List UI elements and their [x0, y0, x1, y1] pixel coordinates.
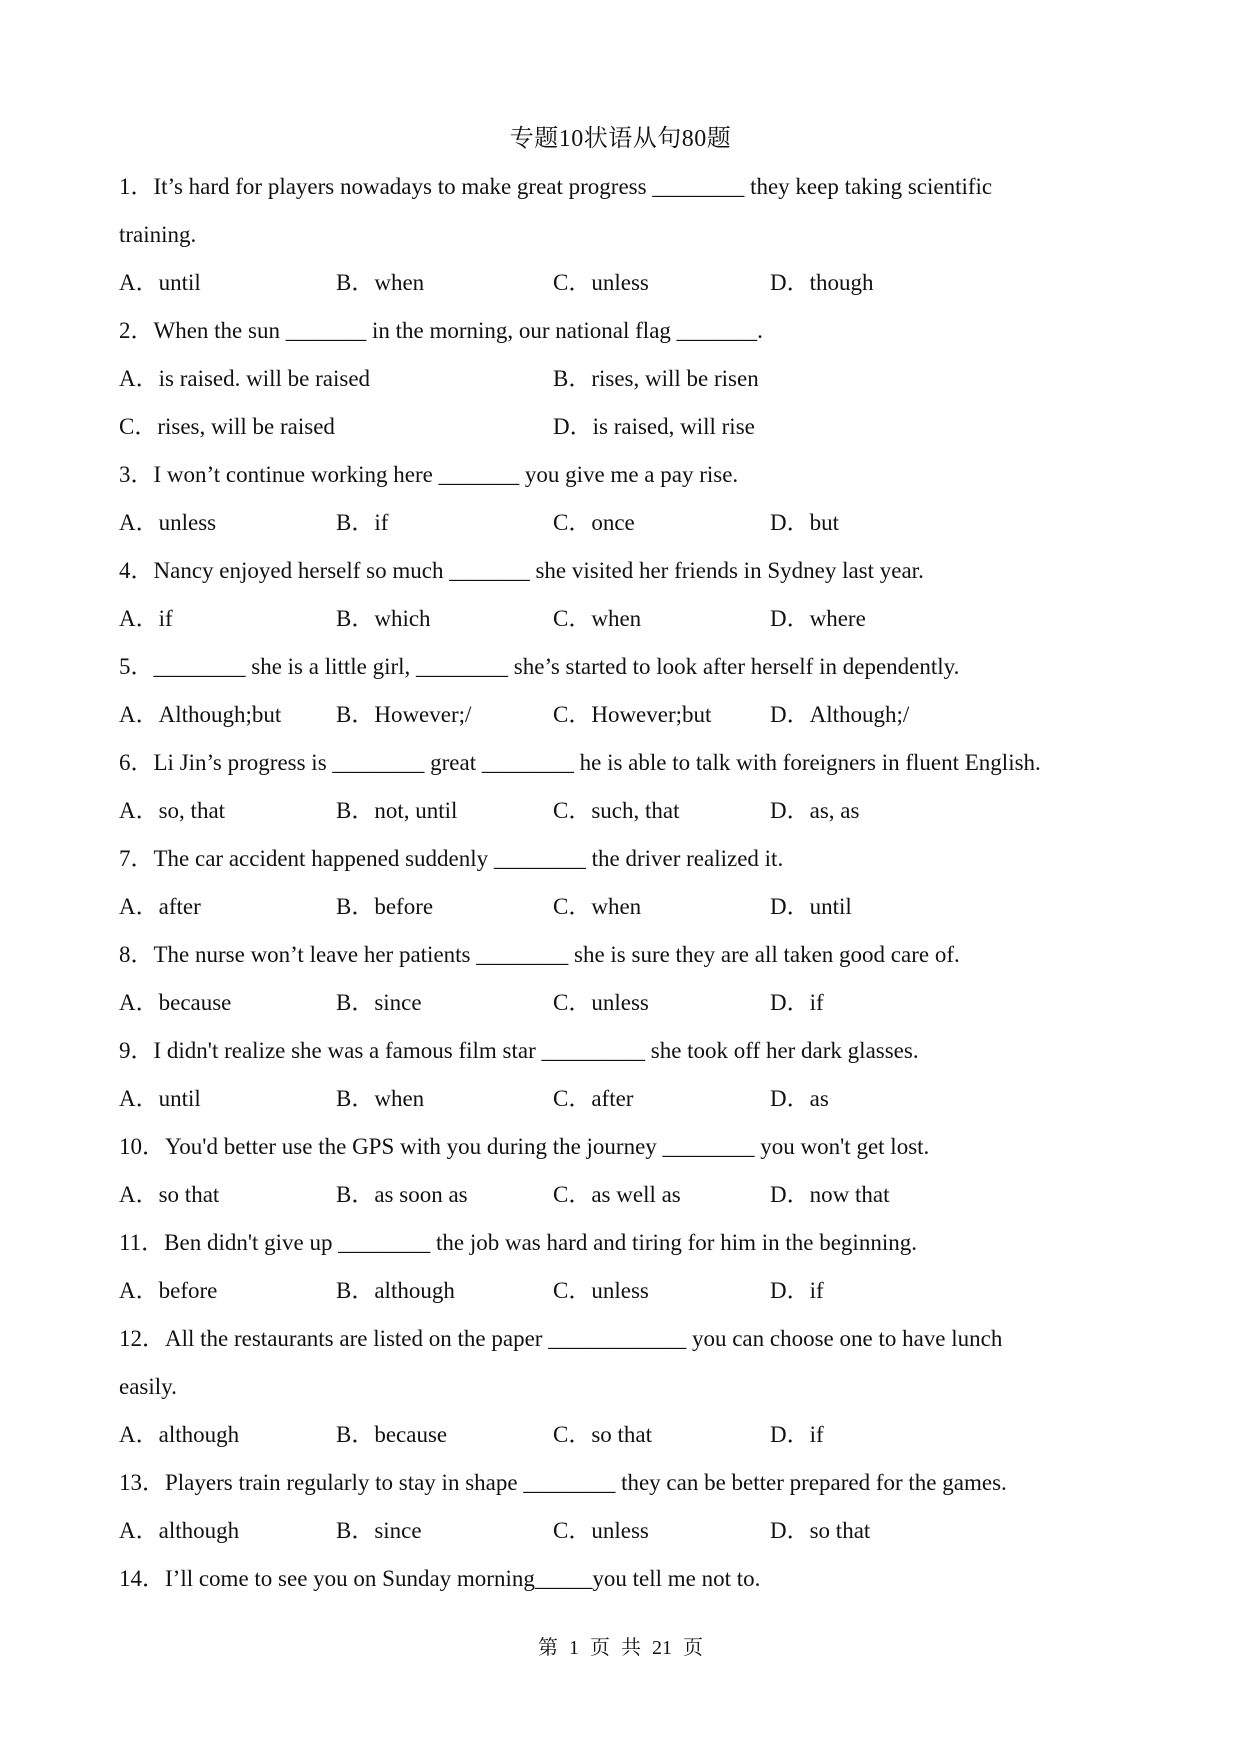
option-d: D．as, as: [770, 798, 860, 823]
question-2: [119, 307, 1129, 451]
question-text: 9．I didn't realize she was a famous film star _________ she took off her dark glasses.: [119, 1038, 919, 1063]
question-13: [119, 1459, 1129, 1555]
question-text: 14．I’ll come to see you on Sunday morning_____you tell me not to.: [119, 1566, 761, 1591]
question-14: [119, 1555, 1129, 1603]
option-c: C．However;but: [553, 702, 712, 727]
option-a: A．although: [119, 1518, 240, 1543]
options-row: [119, 499, 1129, 547]
options-row: [119, 403, 1129, 451]
question-1: [119, 163, 1129, 307]
option-c: C．as well as: [553, 1182, 681, 1207]
option-b: B．when: [336, 270, 425, 295]
option-b: B．since: [336, 990, 422, 1015]
options-row: [119, 1075, 1129, 1123]
option-c: C．after: [553, 1086, 634, 1111]
option-a: A．because: [119, 990, 232, 1015]
option-d: D．where: [770, 606, 866, 631]
question-text: 13．Players train regularly to stay in shape ________ they can be better prepared for the games.: [119, 1470, 1007, 1495]
option-d: D．is raised, will rise: [553, 414, 755, 439]
question-4: [119, 547, 1129, 643]
page-footer: 第 1 页 共 21 页: [538, 1637, 703, 1659]
option-c: C．unless: [553, 1278, 649, 1303]
option-b: B．not, until: [336, 798, 458, 823]
options-row: [119, 355, 1129, 403]
question-9: [119, 1027, 1129, 1123]
option-d: D．as: [770, 1086, 829, 1111]
question-text: 7．The car accident happened suddenly ________ the driver realized it.: [119, 846, 784, 871]
option-a: A．so that: [119, 1182, 220, 1207]
option-c: C．such, that: [553, 798, 680, 823]
options-row: [119, 1171, 1129, 1219]
option-d: D．if: [770, 990, 824, 1015]
option-d: D．but: [770, 510, 839, 535]
option-c: C．rises, will be raised: [119, 414, 335, 439]
option-c: C．unless: [553, 270, 649, 295]
question-text: easily.: [119, 1374, 177, 1399]
option-d: D．if: [770, 1278, 824, 1303]
question-3: [119, 451, 1129, 547]
question-7: [119, 835, 1129, 931]
option-b: B．if: [336, 510, 389, 535]
options-row: [119, 787, 1129, 835]
option-b: B．since: [336, 1518, 422, 1543]
option-b: B．as soon as: [336, 1182, 468, 1207]
option-c: C．once: [553, 510, 635, 535]
options-row: [119, 1411, 1129, 1459]
question-text: 8．The nurse won’t leave her patients ________ she is sure they are all taken good care of.: [119, 942, 960, 967]
option-a: A．although: [119, 1422, 240, 1447]
option-c: C．unless: [553, 1518, 649, 1543]
options-row: [119, 883, 1129, 931]
option-a: A．Although;but: [119, 702, 282, 727]
option-a: A．before: [119, 1278, 218, 1303]
question-12: [119, 1315, 1129, 1459]
question-text: 11．Ben didn't give up ________ the job was hard and tiring for him in the beginning.: [119, 1230, 917, 1255]
option-d: D．Although;/: [770, 702, 910, 727]
options-row: [119, 259, 1129, 307]
option-a: A．is raised. will be raised: [119, 366, 371, 391]
option-d: D．now that: [770, 1182, 890, 1207]
option-a: A．if: [119, 606, 173, 631]
question-text: 12．All the restaurants are listed on the paper ____________ you can choose one to have lunch: [119, 1326, 1003, 1351]
options-row: [119, 595, 1129, 643]
question-text: 4．Nancy enjoyed herself so much _______ she visited her friends in Sydney last year.: [119, 558, 924, 583]
option-a: A．until: [119, 270, 201, 295]
option-c: C．unless: [553, 990, 649, 1015]
question-10: [119, 1123, 1129, 1219]
options-row: [119, 979, 1129, 1027]
question-text: 6．Li Jin’s progress is ________ great ________ he is able to talk with foreigners in fluent English.: [119, 750, 1041, 775]
option-a: A．until: [119, 1086, 201, 1111]
question-text: 3．I won’t continue working here _______ you give me a pay rise.: [119, 462, 739, 487]
options-row: [119, 1507, 1129, 1555]
option-b: B．although: [336, 1278, 455, 1303]
question-text: 10．You'd better use the GPS with you during the journey ________ you won't get lost.: [119, 1134, 930, 1159]
options-row: [119, 1267, 1129, 1315]
option-b: B．However;/: [336, 702, 472, 727]
option-d: D．though: [770, 270, 874, 295]
option-d: D．if: [770, 1422, 824, 1447]
option-a: A．so, that: [119, 798, 226, 823]
option-d: D．so that: [770, 1518, 871, 1543]
question-8: [119, 931, 1129, 1027]
question-5: [119, 643, 1129, 739]
option-c: C．when: [553, 606, 642, 631]
question-text: 2．When the sun _______ in the morning, our national flag _______.: [119, 318, 763, 343]
option-c: C．so that: [553, 1422, 653, 1447]
option-b: B．when: [336, 1086, 425, 1111]
option-b: B．rises, will be risen: [553, 366, 759, 391]
option-a: A．after: [119, 894, 201, 919]
document-title: 专题10状语从句80题: [509, 126, 732, 152]
options-row: [119, 691, 1129, 739]
option-c: C．when: [553, 894, 642, 919]
question-6: [119, 739, 1129, 835]
option-b: B．because: [336, 1422, 448, 1447]
option-b: B．which: [336, 606, 431, 631]
question-text: 5．________ she is a little girl, ________ she’s started to look after herself in dependently.: [119, 654, 960, 679]
question-text: 1．It’s hard for players nowadays to make great progress ________ they keep taking scientific: [119, 174, 993, 199]
question-11: [119, 1219, 1129, 1315]
question-list: [119, 163, 1129, 1603]
question-text: training.: [119, 222, 197, 247]
option-d: D．until: [770, 894, 852, 919]
option-a: A．unless: [119, 510, 217, 535]
option-b: B．before: [336, 894, 434, 919]
